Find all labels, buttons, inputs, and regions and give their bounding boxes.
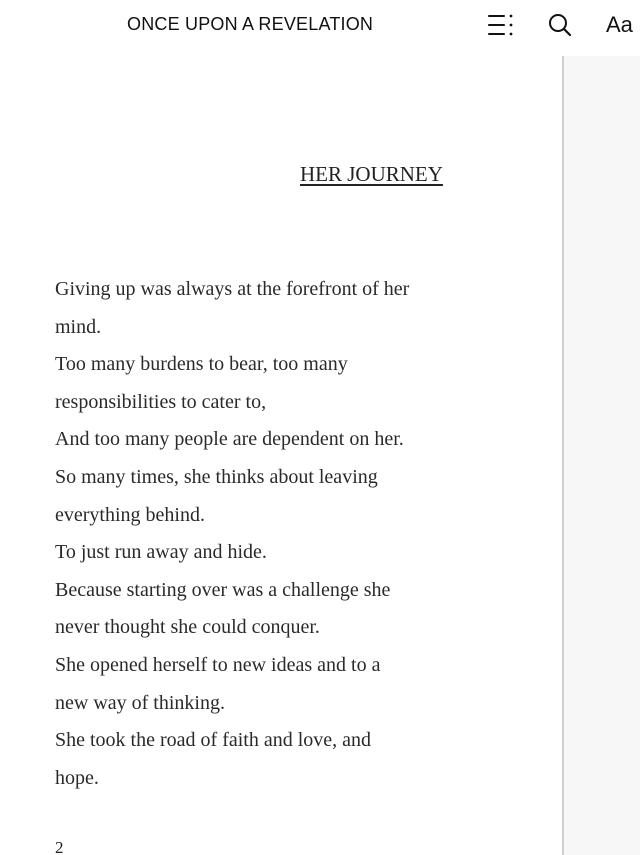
- text-line: And too many people are dependent on her.: [55, 428, 404, 451]
- text-line: new way of thinking.: [55, 691, 225, 714]
- text-line: responsibilities to cater to,: [55, 390, 267, 413]
- text-line: hope.: [55, 766, 99, 789]
- search-icon: [546, 11, 574, 39]
- book-title: ONCE UPON A REVELATION: [127, 14, 374, 34]
- table-of-contents-icon: [486, 12, 516, 38]
- text-line: Giving up was always at the forefront of her: [55, 278, 410, 300]
- page-edge: [562, 56, 564, 855]
- text-line: mind.: [55, 315, 102, 338]
- book-page[interactable]: [0, 56, 562, 855]
- text-line: Too many burdens to bear, too many: [55, 353, 348, 376]
- font-settings-button[interactable]: Aa: [606, 12, 633, 37]
- text-line: So many times, she thinks about leaving: [55, 465, 378, 488]
- text-line: never thought she could conquer.: [55, 616, 320, 639]
- text-line: everything behind.: [55, 503, 205, 526]
- page-number: 2: [55, 838, 64, 855]
- reader-toolbar: [0, 0, 640, 56]
- text-line: She opened herself to new ideas and to a: [55, 653, 381, 676]
- text-line: She took the road of faith and love, and: [55, 729, 372, 752]
- text-line: To just run away and hide.: [55, 541, 267, 564]
- chapter-heading: HER JOURNEY: [300, 162, 443, 186]
- text-line: Because starting over was a challenge she: [55, 578, 391, 601]
- page-body-text: [55, 271, 495, 797]
- search-button[interactable]: [546, 11, 574, 39]
- table-of-contents-button[interactable]: [486, 12, 516, 38]
